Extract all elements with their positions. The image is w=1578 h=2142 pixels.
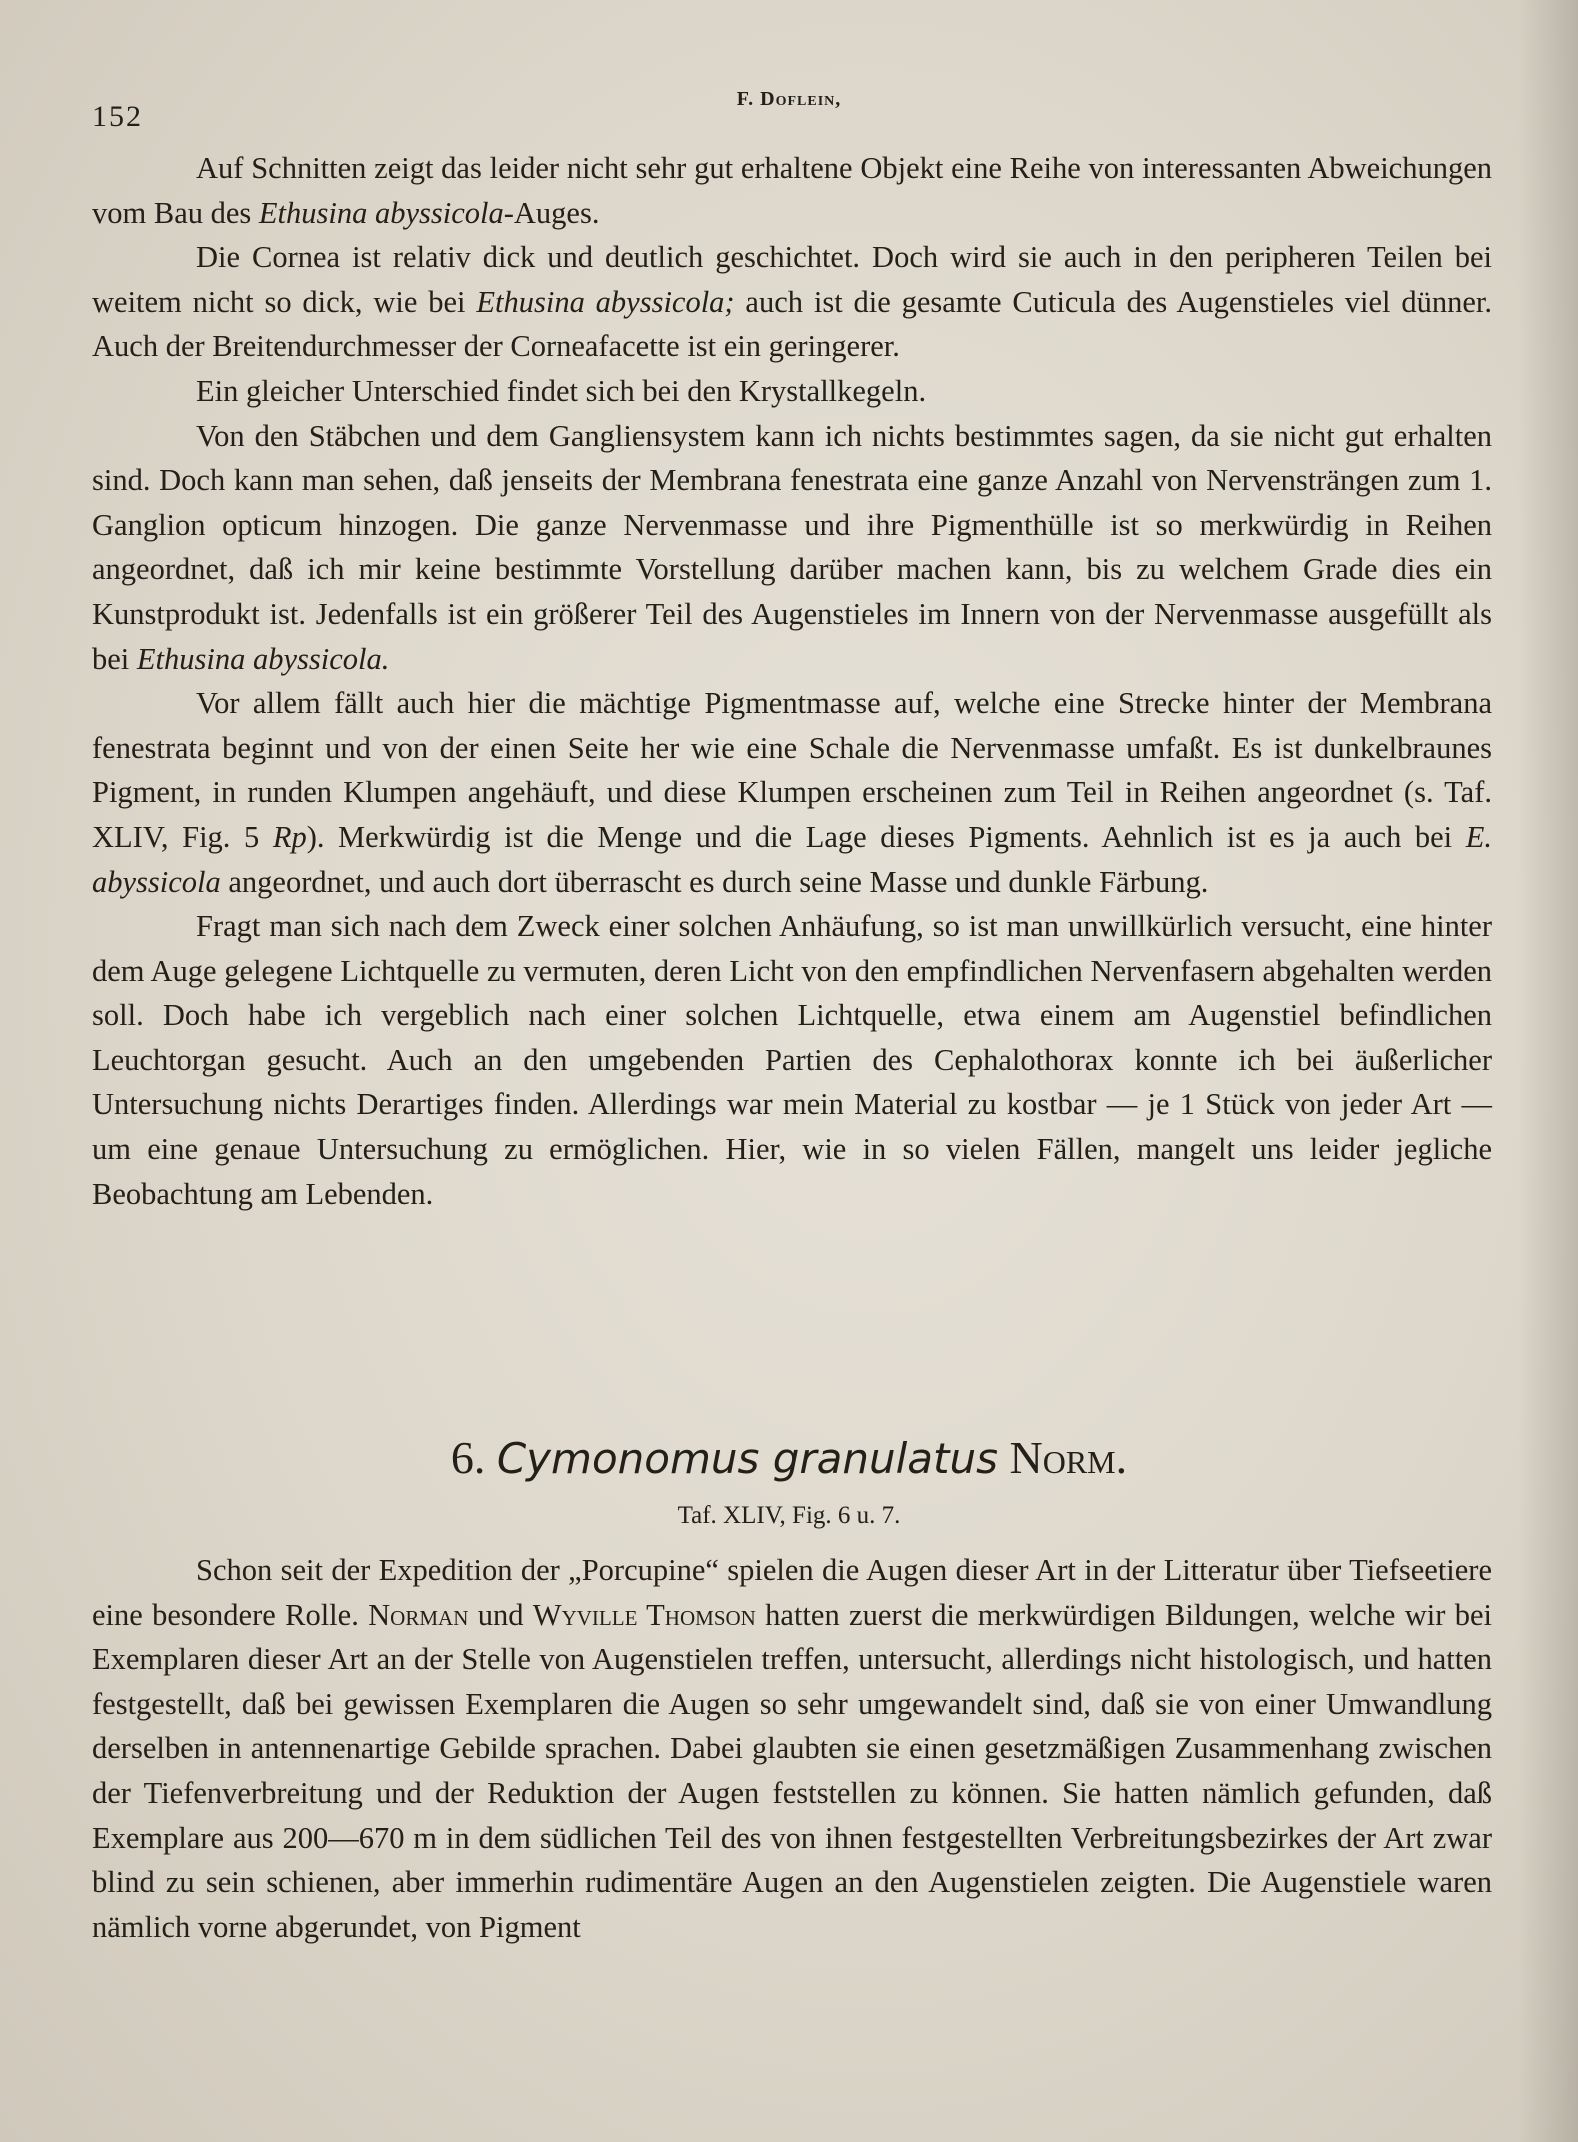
section-number: 6.	[450, 1432, 486, 1483]
running-head: F. Doflein,	[736, 88, 842, 110]
paragraph-2: Die Cornea ist relativ dick und deutlich geschichtet. Doch wird sie auch in den peripheren Teilen bei weitem nicht so dick, wie bei Ethusina abyssicola; auch ist die gesamte Cuticula des Augenstieles viel dünner. Auch der Breitendurchmesser der Corneafacette ist ein geringerer.	[92, 240, 1492, 364]
plate-reference: Taf. XLIV, Fig. 6 u. 7.	[677, 1502, 901, 1529]
paragraph-7: Schon seit der Expedition der „Porcupine“ spielen die Augen dieser Art in der Litteratur über Tiefseetiere eine besondere Rolle. Norman und Wyville Thomson hatten zuerst die merkwürdigen Bildungen, welche wir bei Exemplaren dieser Art an der Stelle von Augenstielen treffen, untersucht, allerdings nicht histologisch, und hatten festgestellt, daß bei gewissen Exemplaren die Augen so sehr umgewandelt sind, daß sie von einer Umwandlung derselben in antennenartige Gebilde sprachen. Dabei glaubten sie einen gesetzmäßigen Zusammenhang zwischen der Tiefenverbreitung und der Reduktion der Augen feststellen zu können. Sie hatten nämlich gefunden, daß Exemplare aus 200—670 m in dem südlichen Teil des von ihnen festgestellten Verbreitungsbezirkes der Art zwar blind zu sein schienen, aber immerhin rudimentäre Augen an den Augenstielen zeigten. Die Augenstiele waren nämlich vorne abgerundet, von Pigment	[92, 1553, 1492, 1944]
author-name-norman: Norman	[368, 1597, 469, 1632]
section-taxon: Cymonomus granulatus	[496, 1434, 998, 1483]
paragraph-3: Ein gleicher Unterschied findet sich bei den Krystallkegeln.	[196, 373, 927, 408]
paragraph-5: Vor allem fällt auch hier die mächtige Pigmentmasse auf, welche eine Strecke hinter der Membrana fenestrata beginnt und von der einen Seite her wie eine Schale die Nervenmasse umfaßt. Es ist dunkelbraunes Pigment, in runden Klumpen angehäuft, und diese Klumpen erscheinen zum Teil in Reihen angeordnet (s. Taf. XLIV, Fig. 5 Rp). Merkwürdig ist die Menge und die Lage dieses Pigments. Aehnlich ist es ja auch bei E. abyssicola angeordnet, und auch dort überrascht es durch seine Masse und dunkle Färbung.	[92, 686, 1492, 899]
author-name-wyville-thomson: Wyville Thomson	[532, 1597, 756, 1632]
paragraph-1: Auf Schnitten zeigt das leider nicht sehr gut erhaltene Objekt eine Reihe von interessanten Abweichungen vom Bau des Ethusina abyssicola-Auges.	[92, 151, 1492, 230]
paragraph-4: Von den Stäbchen und dem Gangliensystem kann ich nichts bestimmtes sagen, da sie nicht gut erhalten sind. Doch kann man sehen, daß jenseits der Membrana fenestrata eine ganze Anzahl von Nervensträngen zum 1. Ganglion opticum hinzogen. Die ganze Nervenmasse und ihre Pigmenthülle ist so merkwürdig in Reihen angeordnet, daß ich mir keine bestimmte Vorstellung darüber machen kann, bis zu welchem Grade dies ein Kunstprodukt ist. Jedenfalls ist ein größerer Teil des Augenstieles im Innern von der Nervenmasse ausgefüllt als bei Ethusina abyssicola.	[92, 418, 1492, 676]
section-text-cymonomus	[92, 1548, 1492, 1949]
section-author: Norm.	[1009, 1432, 1128, 1483]
section-heading	[0, 1430, 1578, 1487]
paragraph-6: Fragt man sich nach dem Zweck einer solchen Anhäufung, so ist man unwillkürlich versucht, eine hinter dem Auge gelegene Lichtquelle zu vermuten, deren Licht von den empfindlichen Nervenfasern abgehalten werden soll. Doch habe ich vergeblich nach einer solchen Lichtquelle, etwa einem am Augenstiel befindlichen Leuchtorgan gesucht. Auch an den umgebenden Partien des Cephalothorax konnte ich bei äußerlicher Untersuchung nichts Derartiges finden. Allerdings war mein Material zu kostbar — je 1 Stück von jeder Art — um eine genaue Untersuchung zu ermöglichen. Hier, wie in so vielen Fällen, mangelt uns leider jegliche Beobachtung am Lebenden.	[92, 909, 1492, 1211]
page-edge-shadow	[1518, 0, 1578, 2142]
page-number: 152	[92, 100, 143, 133]
section-text-ethusina	[92, 146, 1492, 1216]
